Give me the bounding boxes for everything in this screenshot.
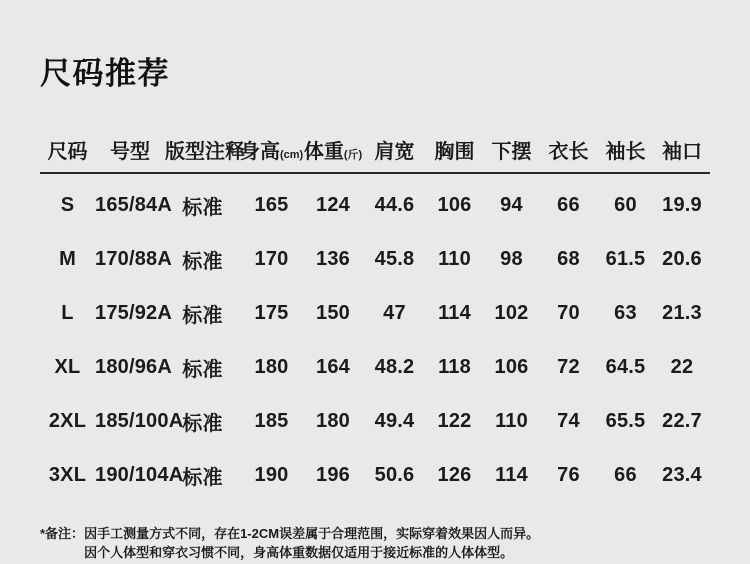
cell-shoulder-width: 49.4 [374, 409, 415, 432]
cell-chest: 114 [438, 301, 471, 324]
header-weight [303, 135, 363, 164]
table-row-2xl [40, 394, 710, 448]
cell-garment-length: 74 [557, 409, 580, 432]
cell-sleeve-length: 65.5 [605, 409, 646, 432]
header-model-number [95, 135, 165, 164]
cell-size: M [59, 247, 76, 270]
cell-cuff: 23.4 [662, 463, 702, 486]
header-hem [483, 135, 540, 164]
cell-garment-length: 72 [557, 355, 580, 378]
cell-hem: 98 [500, 247, 523, 270]
cell-height: 165 [254, 193, 289, 216]
table-header-row [40, 126, 710, 174]
cell-chest: 110 [438, 247, 471, 270]
header-hem-label: 下摆 [491, 140, 532, 163]
cell-cuff: 22.7 [662, 409, 702, 432]
table-row-s [40, 178, 710, 232]
cell-hem: 94 [500, 193, 523, 216]
header-height-unit: (cm) [280, 148, 304, 161]
cell-fit-note: 标准 [182, 304, 223, 327]
header-chest-label: 胸围 [434, 140, 475, 163]
cell-height: 170 [254, 247, 289, 270]
cell-garment-length: 76 [557, 463, 580, 486]
table-row-m [40, 232, 710, 286]
cell-hem: 106 [494, 355, 529, 378]
cell-model-number: 190/104A [95, 463, 184, 486]
header-garment-length [540, 135, 597, 164]
cell-model-number: 180/96A [95, 355, 173, 378]
cell-height: 175 [254, 301, 289, 324]
cell-shoulder-width: 45.8 [374, 247, 415, 270]
cell-weight: 124 [316, 193, 350, 216]
cell-weight: 196 [316, 463, 350, 486]
table-body [40, 174, 710, 502]
header-garment-length-label: 衣长 [548, 140, 589, 163]
cell-size: L [61, 301, 74, 324]
cell-height: 190 [254, 463, 289, 486]
cell-shoulder-width: 44.6 [374, 193, 415, 216]
header-cuff-label: 袖口 [662, 140, 702, 163]
cell-sleeve-length: 60 [614, 193, 637, 216]
cell-model-number: 170/88A [95, 247, 173, 270]
cell-model-number: 175/92A [95, 301, 173, 324]
cell-weight: 164 [316, 355, 350, 378]
header-fit-note [165, 135, 245, 164]
table-row-xl [40, 340, 710, 394]
header-sleeve-length [597, 135, 654, 164]
footnote-prefix: *备注： [40, 526, 85, 541]
table-row-l [40, 286, 710, 340]
header-cuff [654, 135, 710, 164]
cell-garment-length: 68 [557, 247, 580, 270]
cell-garment-length: 66 [557, 193, 580, 216]
cell-size: 3XL [48, 463, 87, 486]
size-table [40, 126, 710, 502]
footnote-line-2: 因个人体型和穿衣习惯不同，身高体重数据仅适用于接近标准的人体体型。 [84, 545, 514, 560]
cell-sleeve-length: 66 [614, 463, 637, 486]
page-title: 尺码推荐 [40, 56, 170, 91]
footnote-text [84, 524, 539, 562]
cell-chest: 118 [438, 355, 471, 378]
cell-chest: 106 [437, 193, 472, 216]
cell-fit-note: 标准 [182, 412, 223, 435]
header-size-label: 尺码 [47, 140, 88, 163]
cell-sleeve-length: 63 [614, 301, 637, 324]
cell-weight: 150 [316, 301, 350, 324]
header-chest [426, 135, 483, 164]
cell-cuff: 19.9 [662, 193, 702, 216]
cell-hem: 114 [495, 463, 528, 486]
cell-weight: 136 [316, 247, 350, 270]
footnote-line-1: 因手工测量方式不同，存在1-2CM误差属于合理范围，实际穿着效果因人而异。 [84, 526, 540, 541]
header-weight-label: 体重 [303, 140, 344, 163]
cell-shoulder-width: 48.2 [374, 355, 415, 378]
cell-shoulder-width: 50.6 [374, 463, 415, 486]
cell-model-number: 185/100A [95, 409, 184, 432]
cell-size: S [60, 193, 75, 216]
cell-hem: 102 [494, 301, 529, 324]
cell-cuff: 22 [670, 355, 694, 378]
header-height [240, 135, 303, 164]
footnote [40, 524, 710, 562]
cell-sleeve-length: 64.5 [605, 355, 646, 378]
table-row-3xl [40, 448, 710, 502]
cell-size: 2XL [48, 409, 87, 432]
cell-shoulder-width: 47 [383, 301, 406, 324]
cell-fit-note: 标准 [182, 196, 223, 219]
cell-size: XL [54, 355, 81, 378]
header-shoulder-width-label: 肩宽 [374, 140, 415, 163]
header-fit-note-label: 版型注释 [165, 140, 245, 163]
cell-weight: 180 [316, 409, 350, 432]
header-sleeve-length-label: 袖长 [605, 140, 646, 163]
cell-height: 185 [254, 409, 289, 432]
header-size [40, 135, 95, 164]
cell-fit-note: 标准 [182, 358, 223, 381]
cell-fit-note: 标准 [182, 250, 223, 273]
header-height-label: 身高 [240, 140, 280, 163]
header-model-number-label: 号型 [110, 140, 150, 163]
cell-fit-note: 标准 [182, 466, 223, 489]
cell-garment-length: 70 [557, 301, 580, 324]
cell-cuff: 20.6 [662, 247, 702, 270]
cell-height: 180 [254, 355, 289, 378]
cell-chest: 126 [437, 463, 472, 486]
cell-model-number: 165/84A [95, 193, 173, 216]
cell-hem: 110 [495, 409, 528, 432]
cell-cuff: 21.3 [662, 301, 702, 324]
cell-sleeve-length: 61.5 [605, 247, 646, 270]
header-shoulder-width [363, 135, 426, 164]
cell-chest: 122 [437, 409, 472, 432]
header-weight-unit: (斤) [343, 148, 363, 161]
